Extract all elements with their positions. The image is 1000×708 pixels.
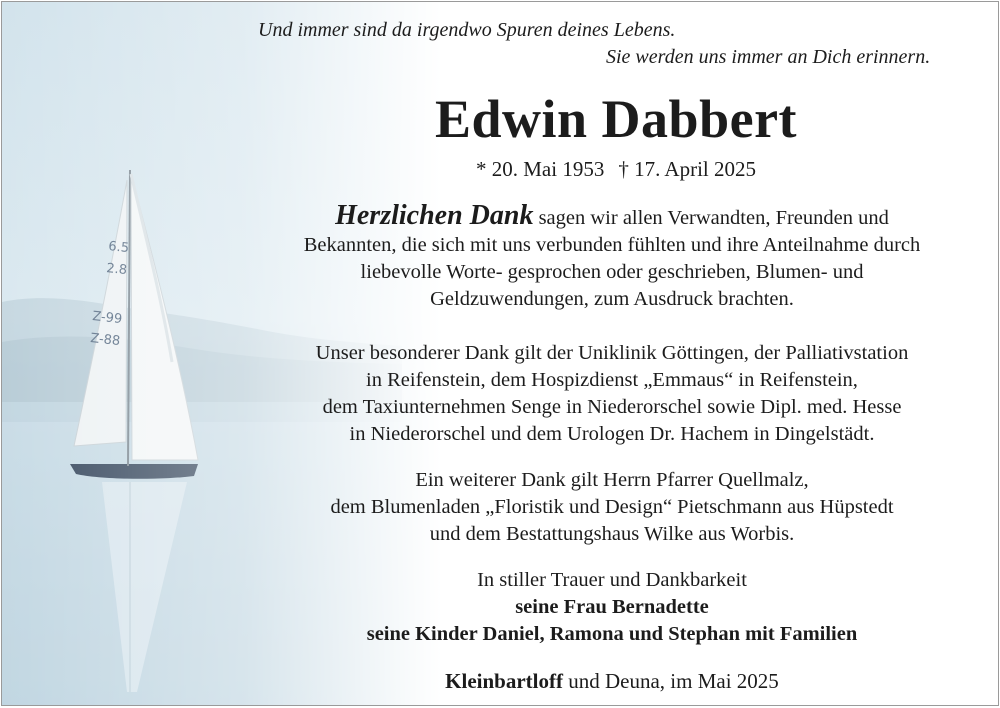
further-thanks-line-1: Ein weiterer Dank gilt Herrn Pfarrer Quellmalz,: [415, 469, 809, 491]
notice-content: [2, 2, 998, 705]
further-thanks-line-3: und dem Bestattungshaus Wilke aus Worbis.: [429, 523, 795, 545]
further-thanks-line-2: dem Blumenladen „Floristik und Design“ Pietschmann aus Hüpstedt: [330, 496, 894, 518]
special-thanks-paragraph: [262, 340, 962, 448]
mourners-wife: seine Frau Bernadette: [515, 596, 709, 618]
death-date: † 17. April 2025: [618, 157, 756, 181]
motto-line-2: Sie werden uns immer an Dich erinnern.: [606, 46, 931, 68]
thanks-heading: Herzlichen Dank: [335, 200, 534, 231]
mourners-children: seine Kinder Daniel, Ramona und Stephan mit Familien: [366, 623, 858, 645]
special-thanks-line-1: Unser besonderer Dank gilt der Uniklinik Göttingen, der Palliativstation: [315, 342, 909, 364]
thanks-line-1: sagen wir allen Verwandten, Freunden und: [533, 207, 889, 229]
further-thanks-paragraph: [262, 467, 962, 548]
life-dates: [302, 157, 930, 182]
mourners-block: [262, 567, 962, 648]
place-date-rest: und Deuna, im Mai 2025: [563, 669, 779, 693]
thanks-line-2: Bekannten, die sich mit uns verbunden fühlten und ihre Anteilnahme durch: [303, 234, 921, 256]
thanks-line-3: liebevolle Worte- gesprochen oder geschrieben, Blumen- und: [360, 261, 864, 283]
thanks-paragraph: [262, 202, 962, 313]
special-thanks-line-3: dem Taxiunternehmen Senge in Niederorschel sowie Dipl. med. Hesse: [322, 396, 902, 418]
mourners-intro: In stiller Trauer und Dankbarkeit: [477, 569, 747, 591]
obituary-card: [1, 1, 999, 706]
birth-date: * 20. Mai 1953: [476, 157, 605, 181]
special-thanks-line-4: in Niederorschel und dem Urologen Dr. Hachem in Dingelstädt.: [349, 423, 875, 445]
motto-line-1: Und immer sind da irgendwo Spuren deines Lebens.: [258, 19, 676, 41]
thanks-line-4: Geldzuwendungen, zum Ausdruck brachten.: [430, 288, 794, 310]
place-and-date: [262, 669, 962, 694]
place-bold: Kleinbartloff: [445, 669, 563, 693]
special-thanks-line-2: in Reifenstein, dem Hospizdienst „Emmaus“ in Reifenstein,: [366, 369, 858, 391]
deceased-name: Edwin Dabbert: [434, 89, 798, 149]
